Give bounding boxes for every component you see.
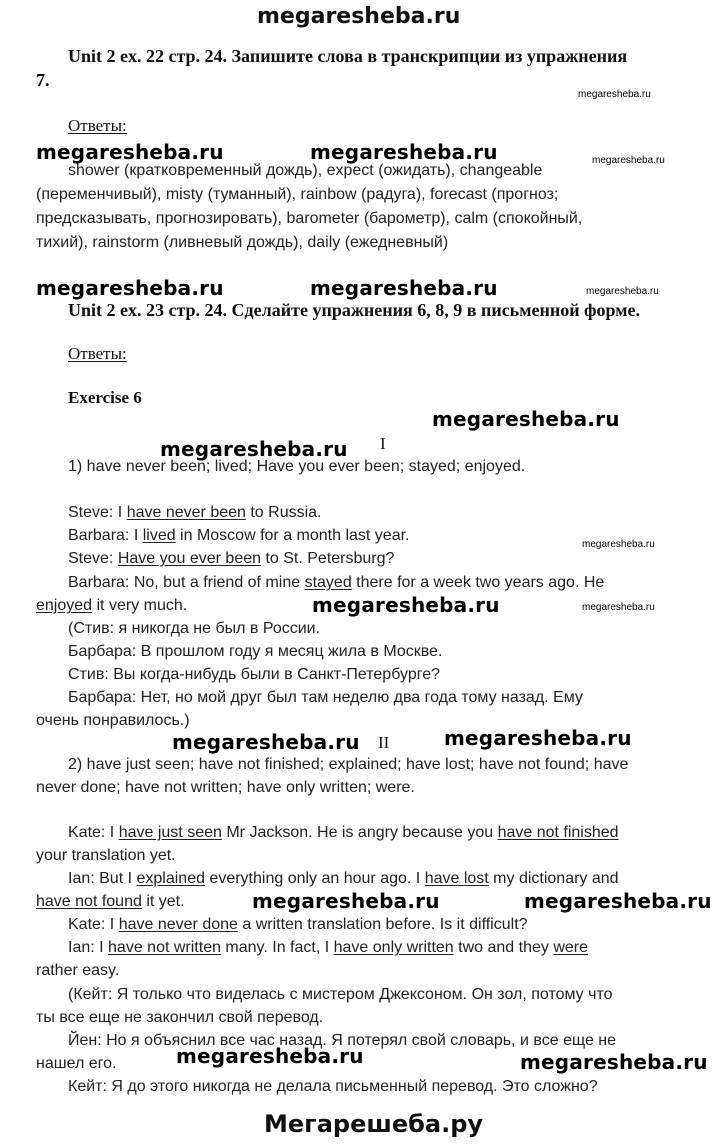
translation-line: ты все еще не закончил свой перевод. <box>36 1009 324 1026</box>
dialogue-line: Steve: Have you ever been to St. Petersburg? <box>68 550 395 567</box>
watermark-small: megaresheba.ru <box>582 602 655 613</box>
watermark-big: megaresheba.ru <box>310 140 498 164</box>
task1-answers-label: Ответы: <box>68 116 127 135</box>
watermark-small: megaresheba.ru <box>578 89 651 100</box>
watermark-small: megaresheba.ru <box>582 539 655 550</box>
translation-line: (Кейт: Я только что виделась с мистером Джексоном. Он зол, потому что <box>68 986 613 1003</box>
translation-line: очень понравилось.) <box>36 712 190 729</box>
watermark-big: megaresheba.ru <box>36 140 224 164</box>
task1-line: shower (кратковременный дождь), expect (ожидать), changeable <box>68 162 543 179</box>
translation-line: Барбара: Нет, но мой друг был там неделю два года тому назад. Ему <box>68 689 583 706</box>
part2-key-line2: never done; have not written; have only written; were. <box>36 779 415 796</box>
watermark-big: megaresheba.ru <box>432 407 620 431</box>
dialogue-line: Ian: But I explained everything only an hour ago. I have lost my dictionary and <box>68 870 619 887</box>
dialogue-line: have not found it yet. <box>36 893 185 910</box>
dialogue-line: rather easy. <box>36 962 120 979</box>
translation-line: Барбара: В прошлом году я месяц жила в Москве. <box>68 643 443 660</box>
watermark-big: megaresheba.ru <box>312 593 500 617</box>
watermark-small: megaresheba.ru <box>586 286 659 297</box>
watermark-big: megaresheba.ru <box>444 726 632 750</box>
translation-line: (Стив: я никогда не был в России. <box>68 620 321 637</box>
dialogue-line: enjoyed it very much. <box>36 597 188 614</box>
watermark-big: megaresheba.ru <box>176 1044 364 1068</box>
task1-line: (переменчивый), misty (туманный), rainbow (радуга), forecast (прогноз; <box>36 186 559 203</box>
watermark-bottom: Мегарешеба.ру <box>264 1110 484 1138</box>
part2-roman: II <box>378 733 390 752</box>
watermark-big: megaresheba.ru <box>172 730 360 754</box>
task1-heading-line1: Unit 2 ex. 22 стр. 24. Запишите слова в транскрипции из упражнения <box>68 46 628 66</box>
dialogue-line: Kate: I have never done a written translation before. Is it difficult? <box>68 916 528 933</box>
task1-line: тихий), rainstorm (ливневый дождь), daily (ежедневный) <box>36 234 449 251</box>
translation-line: Йен: Но я объяснил все час назад. Я потерял свой словарь, и все еще не <box>68 1032 617 1049</box>
dialogue-line: Ian: I have not written many. In fact, I have only written two and they were <box>68 939 588 956</box>
part2-key-line1: 2) have just seen; have not finished; explained; have lost; have not found; have <box>68 756 629 773</box>
watermark-big: megaresheba.ru <box>524 889 712 913</box>
watermark-big: megaresheba.ru <box>160 437 348 461</box>
part1-key: 1) have never been; lived; Have you ever been; stayed; enjoyed. <box>68 458 526 475</box>
exercise-title: Exercise 6 <box>68 388 142 407</box>
task1-heading-line2: 7. <box>36 70 50 90</box>
watermark-small: megaresheba.ru <box>592 155 665 166</box>
dialogue-line: Barbara: I lived in Moscow for a month last year. <box>68 527 410 544</box>
dialogue-line: Barbara: No, but a friend of mine stayed there for a week two years ago. He <box>68 574 605 591</box>
dialogue-line: your translation yet. <box>36 847 176 864</box>
task2-heading: Unit 2 ex. 23 стр. 24. Сделайте упражнения 6, 8, 9 в письменной форме. <box>68 300 641 320</box>
watermark-top: megaresheba.ru <box>257 4 461 29</box>
task2-answers-label: Ответы: <box>68 344 127 363</box>
translation-line: нашел его. <box>36 1055 117 1072</box>
watermark-big: megaresheba.ru <box>252 889 440 913</box>
dialogue-line: Steve: I have never been to Russia. <box>68 504 322 521</box>
watermark-big: megaresheba.ru <box>520 1050 708 1074</box>
task1-line: предсказывать, прогнозировать), barometer (барометр), calm (спокойный, <box>36 210 583 227</box>
watermark-big: megaresheba.ru <box>36 276 224 300</box>
dialogue-line: Kate: I have just seen Mr Jackson. He is angry because you have not finished <box>68 824 619 841</box>
translation-line: Стив: Вы когда-нибудь были в Санкт-Петербурге? <box>68 666 441 683</box>
watermark-big: megaresheba.ru <box>310 276 498 300</box>
part1-roman: I <box>380 434 386 453</box>
translation-line: Кейт: Я до этого никогда не делала письменный перевод. Это сложно? <box>68 1078 598 1095</box>
